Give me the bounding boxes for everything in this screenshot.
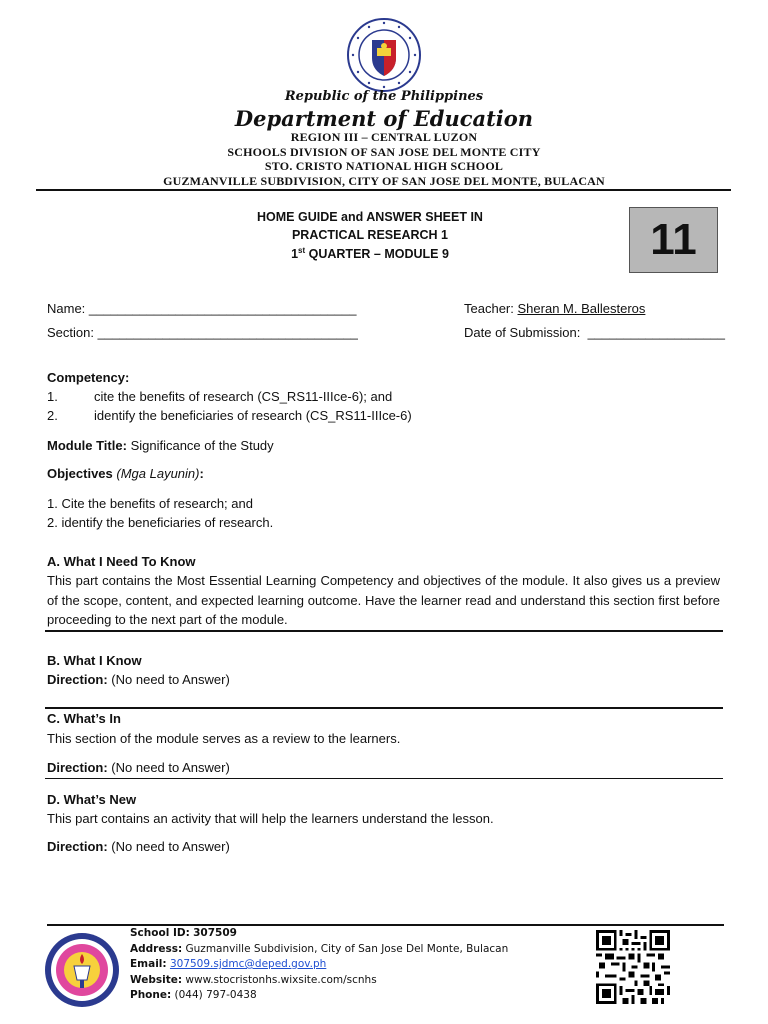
grade-box [629, 207, 718, 273]
name-label: Name: [47, 301, 86, 316]
objectives-tagalog: (Mga Layunin) [116, 466, 200, 481]
republic-heading: Republic of the Philippines [284, 89, 484, 104]
section-d-text: This part contains an activity that will help the learners understand the lesson. [47, 811, 494, 826]
competency-num-1: 1. [47, 389, 58, 404]
section-field[interactable] [47, 325, 358, 340]
module-title-value: Significance of the Study [130, 438, 274, 453]
section-b-divider [45, 707, 723, 709]
teacher-label: Teacher: [464, 301, 514, 316]
guide-title-line1: HOME GUIDE and ANSWER SHEET IN [257, 210, 483, 224]
quarter-module: QUARTER – MODULE 9 [305, 247, 449, 262]
footer-phone [130, 988, 508, 1004]
objective-2: 2. identify the beneficiaries of research. [47, 515, 274, 530]
footer-address [130, 942, 508, 958]
section-b-heading: B. What I Know [47, 653, 142, 668]
grade-number: 11 [650, 215, 697, 264]
section-a-divider [45, 630, 723, 632]
direction-text: (No need to Answer) [111, 839, 230, 854]
competency-num-2: 2. [47, 408, 58, 423]
objectives-colon: : [199, 466, 204, 481]
direction-label: Direction: [47, 839, 108, 854]
name-line: _____________________________________ [88, 301, 357, 316]
email-link[interactable]: 307509.sjdmc@deped.gov.ph [169, 958, 327, 970]
section-d-direction [47, 839, 230, 854]
phone-value: (044) 797-0438 [174, 989, 257, 1001]
direction-text: (No need to Answer) [111, 672, 230, 687]
school-logo-icon [44, 932, 120, 1008]
section-c-text: This section of the module serves as a review to the learners. [47, 731, 401, 746]
direction-label: Direction: [47, 672, 108, 687]
website-label: Website: [130, 973, 183, 986]
objectives-label: Objectives [47, 466, 113, 481]
competency-item-1: cite the benefits of research (CS_RS11-IIIce-6); and [94, 389, 393, 404]
section-b-direction [47, 672, 230, 687]
school-id-label: School ID: [130, 927, 190, 939]
section-a-heading: A. What I Need To Know [47, 554, 196, 569]
address-label: Address: [130, 942, 183, 955]
section-c-divider [45, 778, 723, 779]
section-line: ____________________________________ [97, 325, 358, 340]
section-d-heading: D. What’s New [47, 792, 137, 807]
competency-item-2: identify the beneficiaries of research (CS_RS11-IIIce-6) [94, 408, 412, 423]
date-line: ___________________ [587, 325, 725, 340]
footer-school-id [130, 926, 508, 942]
section-a-text: This part contains the Most Essential Learning Competency and objectives of the module. It also gives us a preview of the scope, content, and expected learning outcome. Have the learner read and understand this section first before proceeding to the next part of the module. [47, 573, 720, 627]
direction-text: (No need to Answer) [111, 760, 230, 775]
competency-heading: Competency: [47, 370, 130, 385]
footer-email [130, 957, 508, 973]
region-line: REGION III – CENTRAL LUZON [290, 130, 478, 144]
objective-1: 1. Cite the benefits of research; and [47, 496, 253, 511]
header-divider [36, 189, 731, 191]
website-value: www.stocristonhs.wixsite.com/scnhs [185, 973, 377, 986]
date-submission-field[interactable] [464, 325, 725, 340]
footer-website [130, 973, 508, 989]
email-label: Email: [130, 958, 167, 970]
guide-title-line2: PRACTICAL RESEARCH 1 [291, 228, 449, 242]
phone-label: Phone: [130, 989, 172, 1001]
section-label: Section: [47, 325, 94, 340]
module-title-label: Module Title: [47, 438, 127, 453]
division-line: SCHOOLS DIVISION OF SAN JOSE DEL MONTE CITY [227, 145, 541, 159]
direction-label: Direction: [47, 760, 108, 775]
date-label: Date of Submission: [464, 325, 581, 340]
address-value: Guzmanville Subdivision, City of San Jose Del Monte, Bulacan [185, 942, 509, 955]
name-field[interactable] [47, 301, 356, 316]
qr-code-icon [596, 930, 670, 1004]
section-c-direction [47, 760, 230, 775]
deped-seal-icon [347, 18, 421, 92]
teacher-field [464, 301, 645, 316]
objectives-heading [47, 466, 204, 481]
module-title [47, 438, 274, 453]
teacher-value: Sheran M. Ballesteros [517, 301, 646, 316]
quarter-number: 1 [291, 247, 299, 262]
department-heading: Department of Education [234, 106, 534, 131]
quarter-suffix: st [298, 246, 306, 255]
section-c-heading: C. What’s In [47, 711, 121, 726]
footer-contact [130, 926, 508, 1004]
school-line: STO. CRISTO NATIONAL HIGH SCHOOL [264, 159, 504, 173]
school-id-value: 307509 [193, 927, 237, 939]
address-line: GUZMANVILLE SUBDIVISION, CITY OF SAN JOSE DEL MONTE, BULACAN [163, 174, 605, 188]
